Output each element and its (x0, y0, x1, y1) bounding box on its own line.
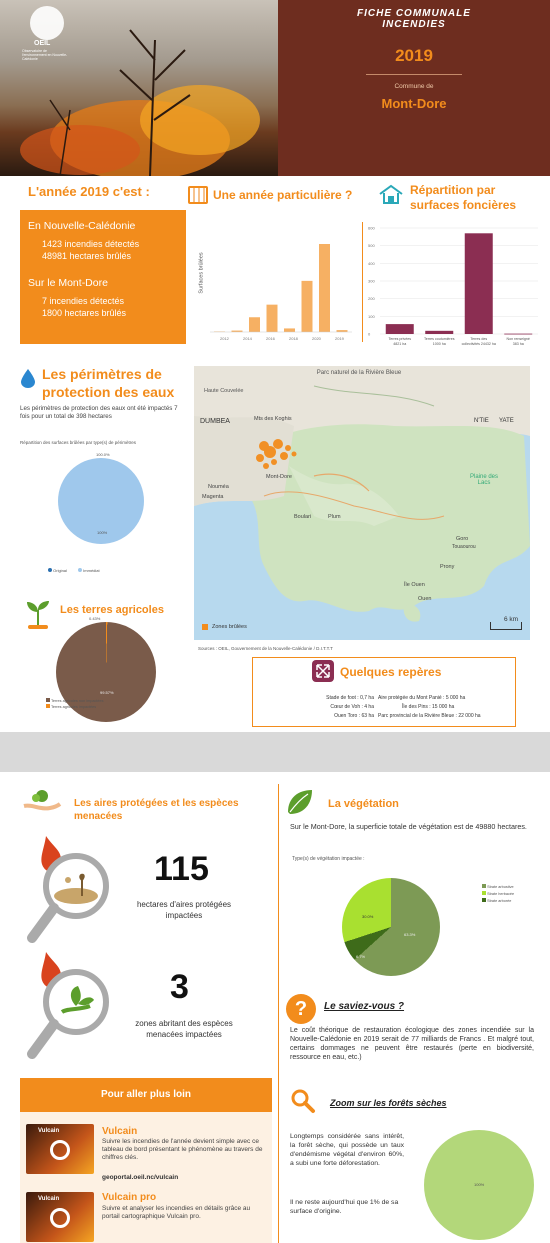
agri-legend-swatch-1 (46, 698, 50, 702)
map-label-haute: Haute Couvelée (204, 388, 244, 394)
vulcain-pro-thumb-label: Vulcain (38, 1196, 60, 1202)
agri-legend-swatch-2 (46, 704, 50, 708)
map-sources: Sources : OEIL, Gouvernement de la Nouvelle-Calédonie / D.I.T.T.T (198, 646, 333, 651)
year-tick-label: 2020 (312, 336, 321, 341)
loin-title: Pour aller plus loin (100, 1089, 191, 1100)
veg-legend-swatch-2 (482, 891, 486, 895)
agricoles-title: Les terres agricoles (60, 604, 164, 616)
reperes-right-2: Île des Pins : 15 000 ha (402, 704, 455, 710)
foncier-tick-label: 200 (368, 296, 375, 302)
year-bar (284, 328, 295, 332)
reperes-left-2: Cœur de Voh : 4 ha (330, 704, 374, 710)
legend-original: Original (53, 568, 67, 573)
foncier-category-label: Terres coutumières (423, 337, 455, 341)
veg-legend-label-1: Strate arbustive (487, 885, 514, 889)
map-legend-label: Zones brûlées (212, 624, 247, 630)
magnifier-icon (290, 1088, 316, 1114)
map-scale-bar (490, 622, 522, 630)
md-line1: 7 incendies détectés (42, 296, 125, 306)
vegetation-text: Sur le Mont-Dore, la superficie totale de végétation est de 49880 hectares. (290, 822, 527, 831)
veg-legend-swatch-3 (482, 898, 486, 902)
year-tick-label: 2012 (220, 336, 229, 341)
magnifier-savanna-icon (24, 834, 116, 950)
nc-line1: 1423 incendies détectés (42, 239, 140, 249)
map-panel[interactable] (194, 366, 530, 640)
md-title: Sur le Mont-Dore (28, 277, 108, 289)
foncier-tick-label: 600 (368, 225, 375, 231)
repartition-title-1: Répartition par (410, 183, 496, 197)
perimetres-legend (48, 568, 100, 573)
map-label-ile: Île Ouen (404, 582, 425, 588)
legend-original-swatch (48, 568, 52, 572)
reperes-title: Quelques repères (340, 665, 442, 679)
vegetation-label-b: 30.0% (362, 914, 374, 919)
year-tick-label: 2018 (289, 336, 298, 341)
map-label-parc: Parc naturel de la Rivière Bleue (316, 370, 402, 376)
vulcain-link[interactable]: geoportal.oeil.nc/vulcain (102, 1174, 179, 1181)
vulcain-pro-text: Suivre et analyser les incendies en détails grâce au portail cartographique Vulcain pro. (102, 1205, 251, 1220)
aires-text-2-line1: zones abritant des espèces (135, 1019, 233, 1028)
year-chart-ylabel: Surfaces brûlées (198, 252, 205, 294)
vegetation-legend (482, 884, 514, 905)
agri-legend-item-2 (46, 704, 104, 710)
hand-plant-icon (22, 786, 62, 814)
map-label-boulari: Boulari (294, 514, 312, 520)
leaf-icon (284, 788, 314, 816)
oeil-logo (30, 6, 64, 40)
year-tick-label: 2016 (266, 336, 275, 341)
foncier-tick-label: 100 (368, 313, 375, 319)
year-tick-label: 2019 (335, 336, 344, 341)
vegetation-pie (342, 878, 440, 976)
annee-title: L'année 2019 c'est : (28, 184, 150, 199)
page-2 (0, 772, 550, 1243)
perimetres-title-2: protection des eaux (42, 384, 175, 400)
calendar-icon (188, 186, 208, 204)
foncier-category-label: Terres des (470, 337, 488, 341)
foncier-bar-chart (366, 222, 542, 352)
foncier-category-label: 1000 ha (432, 342, 446, 346)
reperes-right-1: Aire protégée du Mont Panié : 5 000 ha (378, 695, 466, 701)
map-label-plaine: Plaine des Lacs (469, 474, 499, 486)
foncier-category-label: Terres privées (388, 337, 412, 341)
foncier-category-label: 4821 ha (393, 342, 407, 346)
oeil-logo-subtitle: Observatoire de l'environnement en Nouvelle-Calédonie (22, 49, 68, 61)
vegetation-chart-title: Type(s) de végétation impactée : (292, 856, 365, 862)
aires-text-2-line2: menacées impactées (146, 1030, 222, 1039)
year-tick-label: 2014 (243, 336, 252, 341)
foncier-tick-label: 300 (368, 278, 375, 284)
year-bar (319, 244, 330, 332)
agri-legend-label-1: Terres agricoles non impactées (51, 699, 104, 703)
vulcain-pro-thumbnail[interactable] (26, 1192, 94, 1242)
agri-legend-label-2: Terres agricoles impactées (51, 705, 97, 709)
hero-fire-photo (0, 0, 278, 176)
map-label-mts: Mts des Koghis (254, 416, 292, 422)
vertical-separator (362, 222, 363, 342)
foncier-bar (386, 324, 414, 334)
water-drop-icon (20, 368, 36, 388)
zoom-title: Zoom sur les forêts sèches (330, 1098, 447, 1108)
header-year: 2019 (395, 46, 433, 65)
legend-immediat-swatch (78, 568, 82, 572)
year-bar (249, 317, 260, 332)
vulcain-text: Suivre les incendies de l'année devient simple avec ce tableau de bord présentant le phénomène au travers de chiffres clés. (102, 1138, 263, 1161)
magnifier-plant-icon (24, 950, 116, 1066)
map-label-noumea: Nouméa (208, 484, 229, 490)
aires-text-1-line1: hectares d'aires protégées (136, 900, 232, 909)
map-label-mtdore: Mont-Dore (266, 474, 292, 480)
expand-arrows-icon (312, 660, 334, 682)
perimetres-top-label: 100.0% (96, 452, 110, 457)
aires-number-1: 115 (154, 850, 209, 888)
vulcain-thumb-label: Vulcain (38, 1128, 60, 1134)
map-scale-label: 6 km (504, 616, 519, 623)
house-icon (378, 184, 404, 204)
loin-header (20, 1078, 272, 1112)
agricoles-top-label: 0.43% (89, 616, 101, 621)
vulcain-magnifier-icon (50, 1140, 70, 1160)
savez-text: Le coût théorique de restauration écologique des zones incendiée sur la Nouvelle-Calédonie en 2019 serait de 77 milliards de Francs . Et malgré tout, certains dommages ne peuvent être restaurés (perte en biodiversité, ressource en eau, etc.) (290, 1027, 534, 1061)
foncier-category-label: 383 ha (512, 342, 524, 346)
nc-line2: 48981 hectares brûlés (42, 251, 132, 261)
zoom-text: Longtemps considérée sans intérêt, la forêt sèche, qui possède un taux d'endémisme végétal d'environ 60%, a subi une forte déforestation. (290, 1133, 404, 1167)
year-bar (267, 305, 278, 332)
perimetres-center-label: 100% (97, 530, 108, 535)
zoom-text-2: Il ne reste aujourd'hui que 1% de sa surface d'origine. (290, 1199, 399, 1215)
page2-separator (278, 784, 279, 1243)
reperes-right-3: Parc provincial de la Rivière Bleue : 22 000 ha (378, 713, 481, 719)
foncier-tick-label: 0 (368, 331, 371, 337)
aires-title-1: Les aires protégées et les espèces (74, 798, 239, 809)
foncier-bar (504, 334, 532, 335)
year-bar (302, 281, 313, 332)
vulcain-pro-title[interactable]: Vulcain pro (102, 1192, 157, 1203)
vegetation-label-a: 63.3% (404, 932, 416, 937)
question-icon: ? (286, 994, 316, 1024)
map-label-plum: Plum (328, 514, 341, 520)
veg-legend-label-2: Strate herbacée (487, 892, 515, 896)
repartition-title-2: surfaces foncières (410, 198, 517, 212)
aires-text-1-line2: impactées (165, 911, 203, 920)
vulcain-thumbnail[interactable] (26, 1124, 94, 1174)
foncier-category-label: collectivités 24432 ha (461, 342, 496, 346)
vegetation-title: La végétation (328, 798, 399, 810)
perimetres-title-1: Les périmètres de (42, 366, 162, 382)
foncier-category-label: Non renseigné (506, 337, 530, 341)
reperes-left-3: Ouen Toro : 63 ha (334, 713, 374, 719)
map-label-touaourou: Touaourou (452, 544, 476, 550)
map-label-dumbea: DUMBEA (200, 418, 230, 425)
vulcain-pro-magnifier-icon (50, 1208, 70, 1228)
map-label-prony: Prony (440, 564, 455, 570)
forets-pie-label: 100% (474, 1182, 485, 1187)
veg-legend-item-2 (482, 891, 514, 898)
map-label-goro: Goro (456, 536, 469, 542)
perimetres-text: Les périmètres de protection des eaux ont été impactés 7 fois pour un total de 398 hectares (20, 405, 178, 420)
header-panel (278, 0, 550, 176)
sprout-icon (24, 596, 52, 630)
foncier-tick-label: 400 (368, 260, 375, 266)
map-label-yate: YATE (499, 418, 514, 424)
commune-name: Mont-Dore (381, 96, 447, 111)
reperes-right (378, 694, 510, 721)
agricoles-legend (46, 698, 104, 710)
annee-box (20, 210, 186, 344)
nc-title: En Nouvelle-Calédonie (28, 220, 136, 232)
veg-legend-label-3: Strate arborée (487, 899, 512, 903)
header-title-2: INCENDIES (382, 19, 446, 30)
map-legend-swatch (202, 624, 208, 630)
header-title-1: FICHE COMMUNALE (357, 8, 471, 19)
map-label-ntie: N'TIE (474, 418, 489, 424)
foncier-bar (425, 331, 453, 334)
agricoles-center-label: 99.57% (100, 690, 114, 695)
foncier-tick-label: 500 (368, 243, 375, 249)
veg-legend-item-3 (482, 898, 514, 905)
reperes-left-1: Stade de foot : 0,7 ha (326, 695, 374, 701)
year-bar (337, 330, 348, 332)
perimetres-chart-title: Répartition des surfaces brûlées par type(s) de périmètres (20, 440, 137, 445)
commune-label: Commune de (394, 83, 434, 90)
vegetation-label-c: 6.7% (356, 954, 366, 959)
vulcain-title[interactable]: Vulcain (102, 1126, 138, 1137)
map-label-ouen: Ouen (418, 596, 432, 602)
veg-legend-swatch-1 (482, 884, 486, 888)
reperes-left (270, 694, 374, 721)
header-divider (366, 74, 462, 75)
map-svg (194, 366, 530, 640)
oeil-logo-text: OEIL (34, 40, 51, 47)
annee-part-title: Une année particulière ? (213, 188, 353, 202)
savez-title: Le saviez-vous ? (324, 1001, 405, 1012)
aires-title-2: menacées (74, 811, 123, 822)
map-label-magenta: Magenta (202, 494, 224, 500)
legend-immediat: Immédiat (83, 568, 100, 573)
veg-legend-item-1 (482, 884, 514, 891)
foncier-bar (465, 233, 493, 334)
year-bar-chart (196, 232, 354, 344)
aires-number-2: 3 (170, 968, 189, 1006)
md-line2: 1800 hectares brûlés (42, 308, 127, 318)
